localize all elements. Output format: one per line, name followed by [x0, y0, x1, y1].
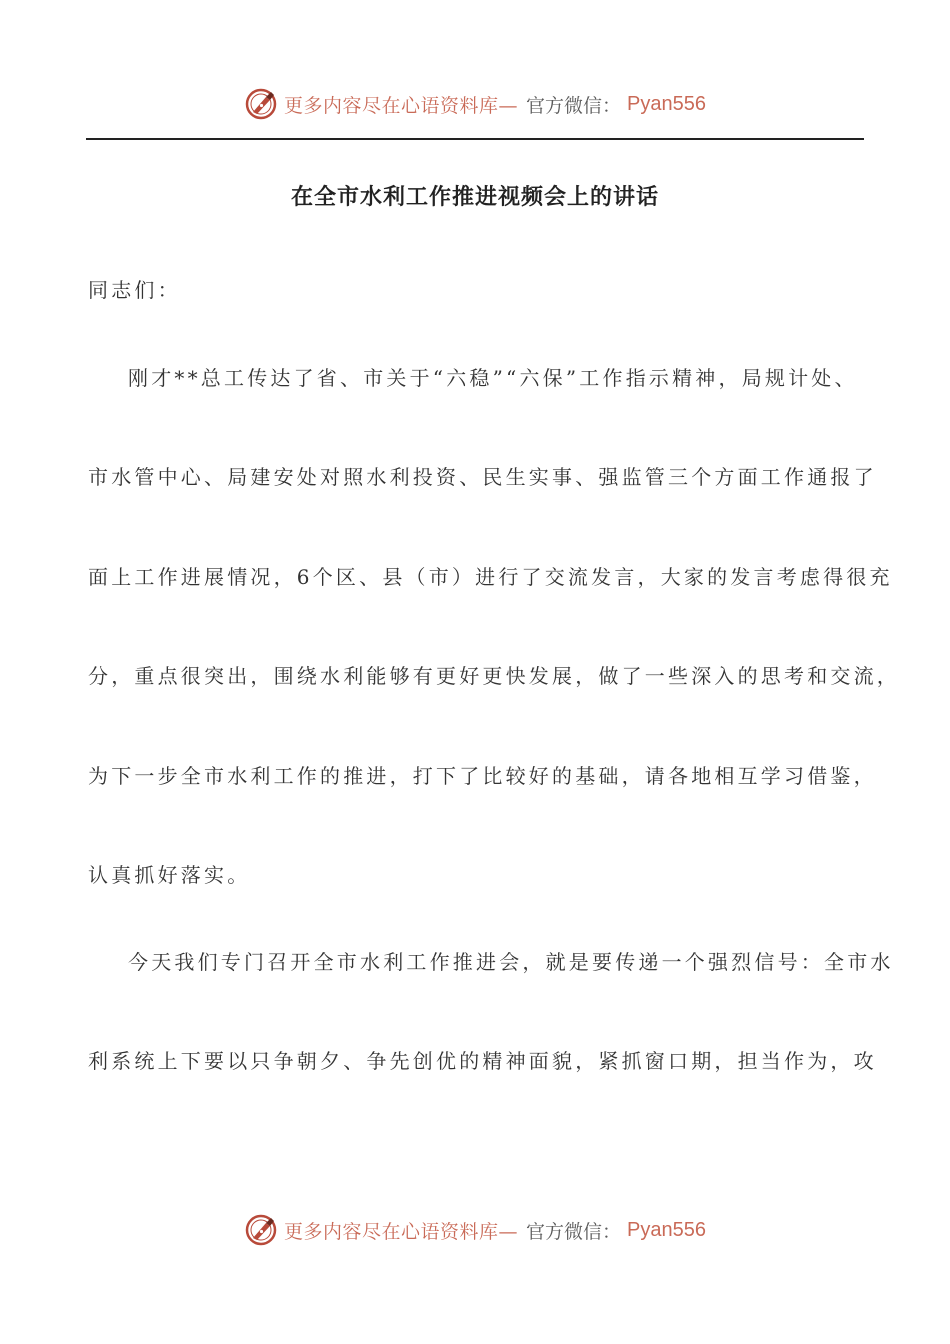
banner-wechat-id: Pyan556	[627, 1218, 706, 1241]
paragraph-line: 认真抓好落实。	[88, 863, 251, 887]
salutation: 同志们：	[88, 278, 181, 302]
paragraph-line: 刚才**总工传达了省、市关于“六稳”“六保”工作指示精神，局规计处、	[128, 366, 858, 390]
paragraph-line: 分，重点很突出，围绕水利能够有更好更快发展，做了一些深入的思考和交流，	[88, 664, 900, 688]
banner-text: 更多内容尽在心语资料库—	[284, 94, 519, 117]
paragraph-line: 面上工作进展情况，6个区、县（市）进行了交流发言，大家的发言考虑得很充	[88, 565, 893, 589]
header-banner	[0, 82, 950, 126]
pen-nib-seal-icon	[244, 87, 278, 121]
paragraph-line: 市水管中心、局建安处对照水利投资、民生实事、强监管三个方面工作通报了	[88, 465, 877, 489]
header-divider	[86, 138, 864, 140]
paragraph-line: 今天我们专门召开全市水利工作推进会，就是要传递一个强烈信号：全市水	[128, 950, 894, 974]
paragraph-line: 为下一步全市水利工作的推进，打下了比较好的基础，请各地相互学习借鉴，	[88, 764, 877, 788]
banner-wechat-label: 官方微信：	[526, 1220, 622, 1243]
pen-nib-seal-icon	[244, 1213, 278, 1247]
banner-wechat-id: Pyan556	[627, 92, 706, 115]
footer-banner	[0, 1208, 950, 1252]
banner-text: 更多内容尽在心语资料库—	[284, 1220, 519, 1243]
banner-wechat-label: 官方微信：	[526, 94, 622, 117]
document-title: 在全市水利工作推进视频会上的讲话	[290, 185, 659, 210]
paragraph-line: 利系统上下要以只争朝夕、争先创优的精神面貌，紧抓窗口期，担当作为，攻	[88, 1049, 877, 1073]
